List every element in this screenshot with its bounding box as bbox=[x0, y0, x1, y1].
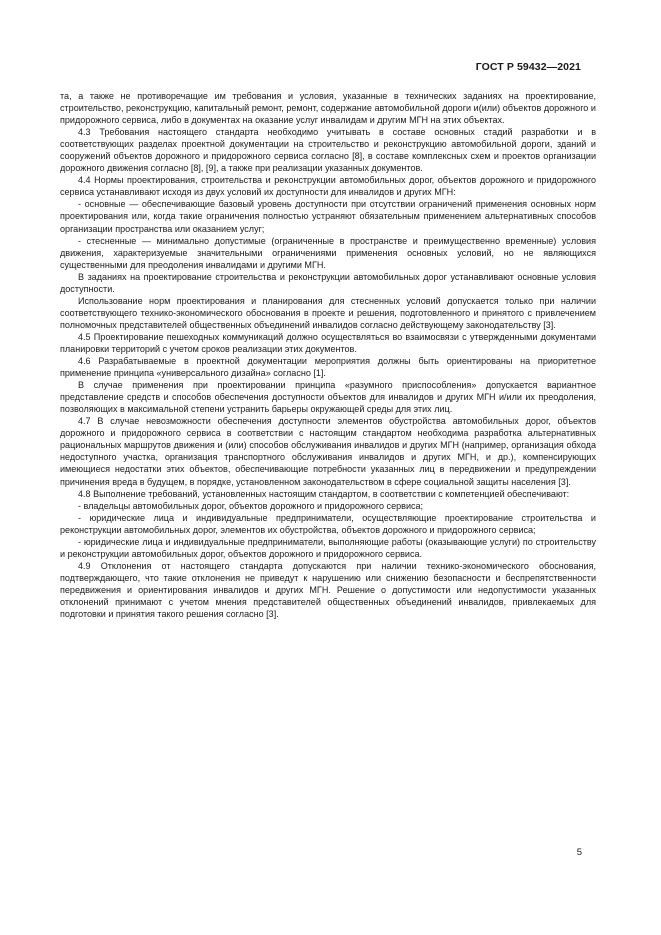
paragraph-4-6: 4.6 Разрабатываемые в проектной документации мероприятия должны быть ориентированы на приоритетное применение принципа «универсального дизайна» согласно [1]. bbox=[60, 356, 596, 379]
paragraph-4-3: 4.3 Требования настоящего стандарта необходимо учитывать в составе основных стадий разработки и в соответствующих разделах проектной документации на строительство и реконструкцию автомобильной дороги, зданий и сооружений объектов дорожного и придорожного сервиса согласно [8], в составе комплексных схем и проектов организации дорожного движения согласно [8], [9], а также при реализации указанных документов. bbox=[60, 127, 596, 174]
list-item-contractors: - юридические лица и индивидуальные предприниматели, выполняющие работы (оказывающие услуги) по строительству и реконструкции автомобильных дорог, объектов дорожного и придорожного сервиса. bbox=[60, 536, 596, 559]
paragraph: В заданиях на проектирование строительства и реконструкции автомобильных дорог устанавливают основные условия доступности. bbox=[60, 271, 596, 294]
paragraph: Использование норм проектирования и планирования для стесненных условий допускается только при наличии соответствующего технико-экономического обоснования в проекте и решения, подготовленного и принятого с привлечением полномочных представителей общественных объединений инвалидов согласно действующему законодательству [3]. bbox=[60, 295, 596, 330]
paragraph-4-5: 4.5 Проектирование пешеходных коммуникаций должно осуществляться во взаимосвязи с утвержденными документами планировки территорий с учетом сроков реализации этих документов. bbox=[60, 331, 596, 354]
list-item-basic-conditions: - основные — обеспечивающие базовый уровень доступности при отсутствии ограничений применения основных норм проектирования или, когда такие ограничения полностью устраняют обязательным применением альтернативных способов организации пространства или оказанием услуг; bbox=[60, 199, 596, 234]
page-number: 5 bbox=[576, 847, 582, 858]
paragraph-4-4: 4.4 Нормы проектирования, строительства и реконструкции автомобильных дорог, объектов дорожного и придорожного сервиса устанавливают исходя из двух условий их доступности для инвалидов и других МГН: bbox=[60, 175, 596, 198]
list-item-owners: - владельцы автомобильных дорог, объектов дорожного и придорожного сервиса; bbox=[78, 500, 424, 511]
paragraph-4-7: 4.7 В случае невозможности обеспечения доступности элементов обустройства автомобильных дорог, объектов дорожного и придорожного сервиса в соответствии с настоящим стандартом необходима разработка альтернативных рациональных маршрутов движения и (или) способов обслуживания инвалидов и других МГН (например, организация обхода недоступного участка, организация транспортного обслуживания инвалидов и других МГН, и др.), компенсирующих имеющиеся недостатки этих объектов, обеспечивающие потребности указанных лиц в передвижении и предупреждении причинения вреда в будущем, в порядке, установленном законодательством в сфере социальной защиты населения [3]. bbox=[60, 416, 596, 487]
standard-header: ГОСТ Р 59432—2021 bbox=[475, 61, 581, 73]
paragraph: та, а также не противоречащие им требования и условия, указанные в технических заданиях на проектирование, строительство, реконструкцию, капитальный ремонт, ремонт, содержание автомобильной дороги и(или) объектов дорожного и придорожного сервиса, либо в документах на оказание услуг инвалидам и другим МГН на этих объектах. bbox=[60, 91, 596, 126]
paragraph-4-8: 4.8 Выполнение требований, установленных настоящим стандартом, в соответствии с компетенцией обеспечивают: bbox=[78, 488, 570, 499]
paragraph: В случае применения при проектировании принципа «разумного приспособления» допускается вариантное представление средств и способов обеспечения доступности объектов для инвалидов и других МГН и/или их преодоления, позволяющих в максимальной степени устранить барьеры окружающей среды для этих лиц. bbox=[60, 380, 596, 415]
list-item-constrained-conditions: - стесненные — минимально допустимые (ограниченные в пространстве и преимущественно временные) условия движения, характеризуемые значительными ограничениями применения основных условий, но не являющихся существенными для преодоления инвалидами и другими МГН. bbox=[60, 235, 596, 270]
paragraph-4-9: 4.9 Отклонения от настоящего стандарта допускаются при наличии технико-экономического обоснования, подтверждающего, что такие отклонения не приведут к нарушению или снижению безопасности и беспрепятственности передвижения и ориентирования инвалидов и других МГН. Решение о допустимости или недопустимости указанных отклонений принимают с учетом мнения представителей общественных объединений инвалидов, привлекаемых для подготовки и принятия такого решения согласно [3]. bbox=[60, 560, 596, 620]
document-body bbox=[60, 90, 596, 620]
list-item-designers: - юридические лица и индивидуальные предприниматели, осуществляющие проектирование строительства и реконструкции автомобильных дорог, элементов их обустройства, объектов дорожного и придорожного сервиса; bbox=[60, 512, 596, 535]
